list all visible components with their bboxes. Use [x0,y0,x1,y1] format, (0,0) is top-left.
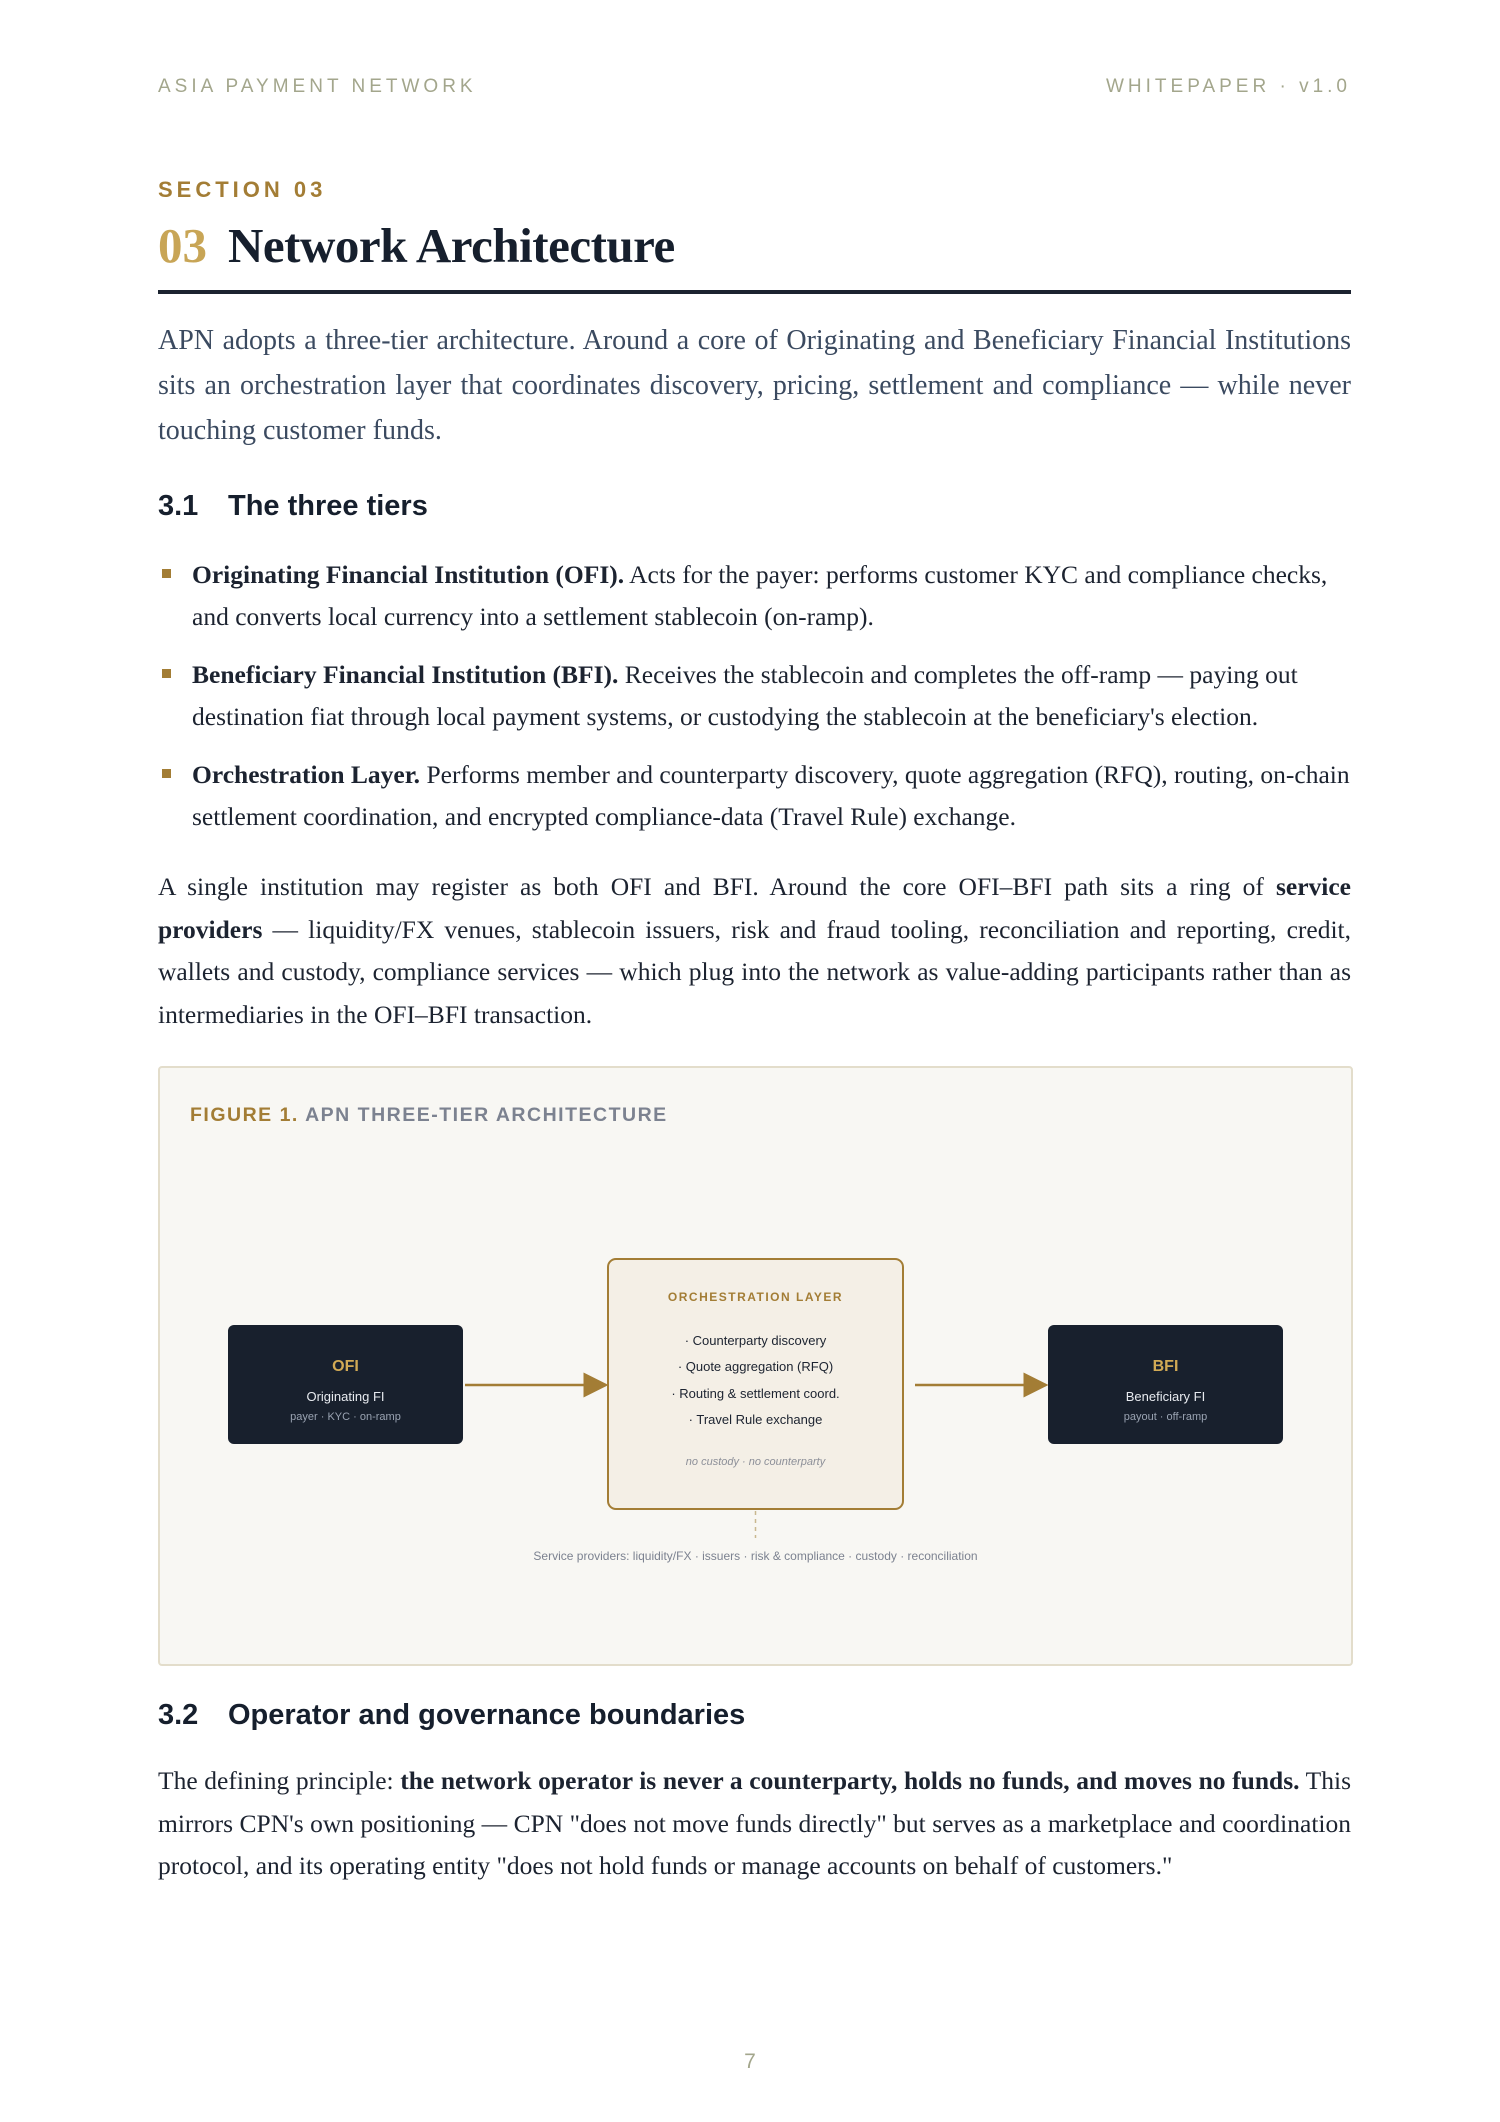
ofi-subtitle: Originating FI [306,1389,385,1404]
subsection-number: 3.2 [158,1699,199,1731]
list-item-term: Orchestration Layer. [192,760,421,789]
page-number: 7 [744,2050,756,2073]
subsection-number: 3.1 [158,490,199,522]
bullet-square-icon [162,769,171,778]
paragraph-text: — liquidity/FX venues, stablecoin issuers, risk and fraud tooling, reconciliation and reporting, credit, wallets and custody, compliance services — which plug into the network as value-adding participants rather than as intermediaries in the OFI–BFI transaction. [158,914,1351,1029]
section-eyebrow: SECTION 03 [158,177,327,202]
paragraph-text: The defining principle: [158,1766,401,1795]
orchestration-node [608,1259,903,1509]
header-brand: ASIA PAYMENT NETWORK [158,76,477,97]
ofi-title: OFI [332,1358,359,1375]
header-doc-version: WHITEPAPER · v1.0 [1105,76,1351,97]
orchestration-item: · Quote aggregation (RFQ) [677,1359,834,1374]
paragraph-text: This mirrors CPN's own positioning — CPN "does not move funds directly" but serves as a marketplace and coordination protocol, and its operating entity "does not hold funds or manage accounts on behalf of customers." [158,1766,1352,1880]
bullet-square-icon [162,569,171,578]
ofi-tags: payer · KYC · on-ramp [290,1411,401,1423]
lead-paragraph: APN adopts a three-tier architecture. Around a core of Originating and Beneficiary Financial Institutions sits an orchestration layer that coordinates discovery, pricing, settlement and compliance — while never touching customer funds. [158,325,1351,446]
figure-label: FIGURE 1. [190,1104,299,1126]
list-item-text: Receives the stablecoin and completes the off-ramp — paying out destination fiat through local payment systems, or custodying the stablecoin at the beneficiary's election. [192,660,1298,731]
service-providers-paragraph [158,866,1351,1036]
paragraph-emphasis: the network operator is never a counterparty, holds no funds, and moves no funds. [400,1766,1300,1795]
list-item [158,754,1351,838]
paragraph-emphasis: service providers [158,872,1351,944]
running-header [158,76,1351,98]
paragraph-text: A single institution may register as both OFI and BFI. Around the core OFI–BFI path sits a ring of [158,872,1276,901]
architecture-figure [158,1066,1353,1666]
orchestration-item: · Travel Rule exchange [688,1412,823,1427]
subsection-title: The three tiers [228,490,428,522]
subsection-heading-3-1 [158,490,428,523]
tier-list [158,554,1351,854]
orchestration-item: · Routing & settlement coord. [671,1386,840,1401]
ofi-node [228,1325,463,1444]
orchestration-note: no custody · no counterparty [685,1456,826,1468]
subsection-heading-3-2 [158,1699,745,1732]
list-item-text: Performs member and counterparty discovery, quote aggregation (RFQ), routing, on-chain settlement coordination, and encrypted compliance-data (Travel Rule) exchange. [192,760,1350,831]
governance-paragraph [158,1760,1351,1888]
bfi-subtitle: Beneficiary FI [1125,1389,1206,1404]
list-item-term: Beneficiary Financial Institution (BFI). [192,660,619,689]
section-number: 03 [158,218,207,273]
list-item [158,554,1351,638]
section-title: Network Architecture [228,218,675,273]
list-item-term: Originating Financial Institution (OFI). [192,560,625,589]
ofi-box [228,1325,463,1444]
subsection-title: Operator and governance boundaries [228,1699,746,1731]
orchestration-item: · Counterparty discovery [684,1333,827,1348]
bfi-box [1048,1325,1283,1444]
section-heading [158,212,1351,294]
bfi-node [1048,1325,1283,1444]
service-providers-label: Service providers: liquidity/FX · issuers · risk & compliance · custody · reconciliation [533,1549,978,1563]
bfi-title: BFI [1152,1358,1179,1375]
bullet-square-icon [162,669,171,678]
list-item-text: Acts for the payer: performs customer KYC and compliance checks, and converts local currency into a settlement stablecoin (on-ramp). [192,560,1328,631]
figure-title: APN THREE-TIER ARCHITECTURE [305,1104,668,1126]
bfi-tags: payout · off-ramp [1123,1411,1208,1423]
architecture-diagram [160,1068,1351,1664]
orchestration-title: ORCHESTRATION LAYER [667,1290,844,1304]
list-item [158,654,1351,738]
